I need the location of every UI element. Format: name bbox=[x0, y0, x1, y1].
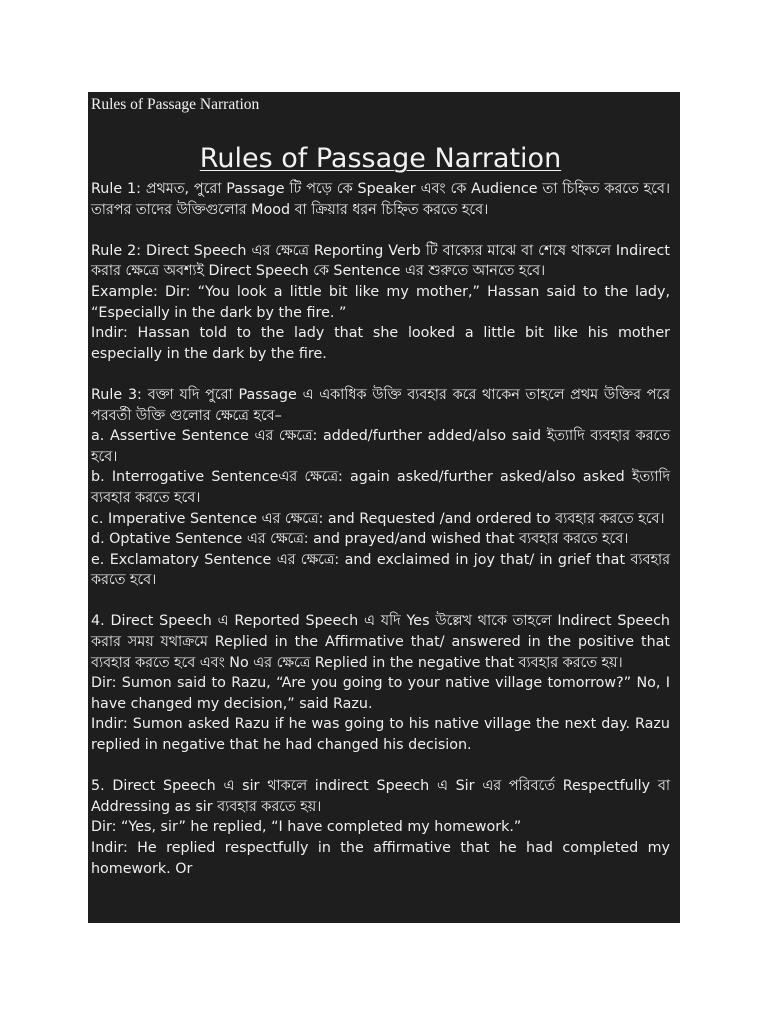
document-panel bbox=[88, 92, 680, 923]
paragraph: 5. Direct Speech এ sir থাকলে indirect Speech এ Sir এর পরিবর্তে Respectfully বা Addressing as sir ব্যবহার করতে হয়। bbox=[91, 778, 670, 815]
document-body bbox=[91, 179, 670, 879]
paragraph: a. Assertive Sentence এর ক্ষেত্রে: added/further added/also said ইত্যাদি ব্যবহার করতে হবে। bbox=[91, 428, 670, 465]
paragraph: Indir: He replied respectfully in the affirmative that he had completed my homework. Or bbox=[91, 840, 670, 877]
paragraph: b. Interrogative Sentenceএর ক্ষেত্রে: again asked/further asked/also asked ইত্যাদি ব্যবহার করতে হবে। bbox=[91, 469, 670, 506]
paragraph-gap bbox=[91, 756, 670, 777]
paragraph: e. Exclamatory Sentence এর ক্ষেত্রে: and exclaimed in joy that/ in grief that ব্যবহার করতে হবে। bbox=[91, 551, 670, 589]
paragraph: Rule 1: প্রথমত, পুরো Passage টি পড়ে কে Speaker এবং কে Audience তা চিহ্নিত করতে হবে। তারপর তাদের উক্তিগুলোর Mood বা ক্রিয়ার ধরন চিহ্নিত করতে হবে। bbox=[91, 181, 670, 218]
paragraph: 4. Direct Speech এ Reported Speech এ যদি Yes উল্লেখ থাকে তাহলে Indirect Speech করার সময় যথাক্রমে Replied in the Affirmative that/ answered in the positive that ব্যবহার করতে হবে এবং No এর ক্ষেত্রে Replied in the negative that ব্যবহার করতে হয়। bbox=[91, 613, 670, 671]
paragraph-gap bbox=[91, 591, 670, 612]
paragraph-gap bbox=[91, 364, 670, 385]
paragraph: Dir: Sumon said to Razu, “Are you going to your native village tomorrow?” No, I have changed my decision,” said Razu. bbox=[91, 675, 670, 712]
paragraph: Example: Dir: “You look a little bit like my mother,” Hassan said to the lady, “Especially in the dark by the fire. ” bbox=[91, 283, 670, 321]
paragraph-gap bbox=[91, 220, 670, 241]
document-header: Rules of Passage Narration bbox=[91, 96, 260, 113]
paragraph: Rule 3: বক্তা যদি পুরো Passage এ একাধিক উক্তি ব্যবহার করে থাকেন তাহলে প্রথম উক্তির পরে পরবর্তী উক্তি গুলোর ক্ষেত্রে হবে– bbox=[91, 386, 670, 424]
paragraph: Indir: Sumon asked Razu if he was going to his native village the next day. Razu replied in negative that he had changed his decision. bbox=[91, 716, 670, 754]
paragraph: Dir: “Yes, sir” he replied, “I have completed my homework.” bbox=[91, 819, 522, 836]
paragraph: Indir: Hassan told to the lady that she looked a little bit like his mother especially in the dark by the fire. bbox=[91, 325, 670, 362]
paragraph: d. Optative Sentence এর ক্ষেত্রে: and prayed/and wished that ব্যবহার করতে হবে। bbox=[91, 531, 629, 548]
paragraph: Rule 2: Direct Speech এর ক্ষেত্রে Reporting Verb টি বাক্যের মাঝে বা শেষে থাকলে Indirect করার ক্ষেত্রে অবশ্যই Direct Speech কে Sentence এর শুরুতে আনতে হবে। bbox=[91, 242, 670, 280]
page-title: Rules of Passage Narration bbox=[199, 143, 562, 174]
paragraph: c. Imperative Sentence এর ক্ষেত্রে: and Requested /and ordered to ব্যবহার করতে হবে। bbox=[91, 510, 665, 527]
